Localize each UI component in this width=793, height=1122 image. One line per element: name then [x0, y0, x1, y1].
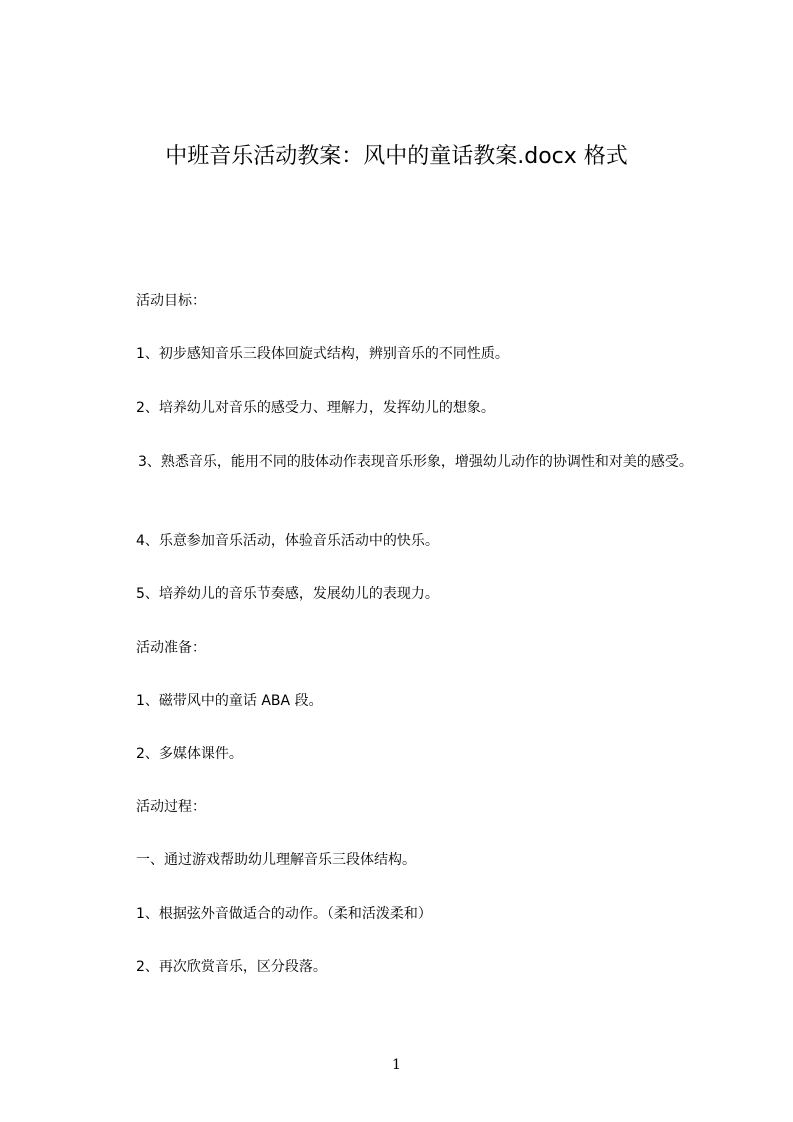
goal-item-5: 5、培养幼儿的音乐节奏感，发展幼儿的表现力。 — [136, 586, 439, 602]
page-number: 1 — [392, 1057, 401, 1073]
preparation-item-2: 2、多媒体课件。 — [136, 746, 243, 762]
goal-item-4: 4、乐意参加音乐活动，体验音乐活动中的快乐。 — [136, 533, 439, 549]
document-title: 中班音乐活动教案：风中的童话教案.docx 格式 — [165, 144, 628, 169]
goal-item-1: 1、初步感知音乐三段体回旋式结构，辨别音乐的不同性质。 — [136, 346, 509, 362]
process-step-1: 1、根据弦外音做适合的动作。（柔和活泼柔和） — [136, 906, 432, 922]
heading-activity-goals: 活动目标： — [136, 293, 206, 309]
process-step-2: 2、再次欣赏音乐，区分段落。 — [136, 959, 327, 975]
heading-activity-process: 活动过程： — [136, 799, 206, 815]
heading-activity-preparation: 活动准备： — [136, 640, 206, 656]
goal-item-2: 2、培养幼儿对音乐的感受力、理解力，发挥幼儿的想象。 — [136, 400, 495, 416]
preparation-item-1: 1、磁带风中的童话 ABA 段。 — [136, 693, 323, 709]
goal-item-3: 3、熟悉音乐，能用不同的肢体动作表现音乐形象，增强幼儿动作的协调性和对美的感受。 — [138, 454, 693, 470]
process-section-1: 一、通过游戏帮助幼儿理解音乐三段体结构。 — [136, 852, 416, 868]
